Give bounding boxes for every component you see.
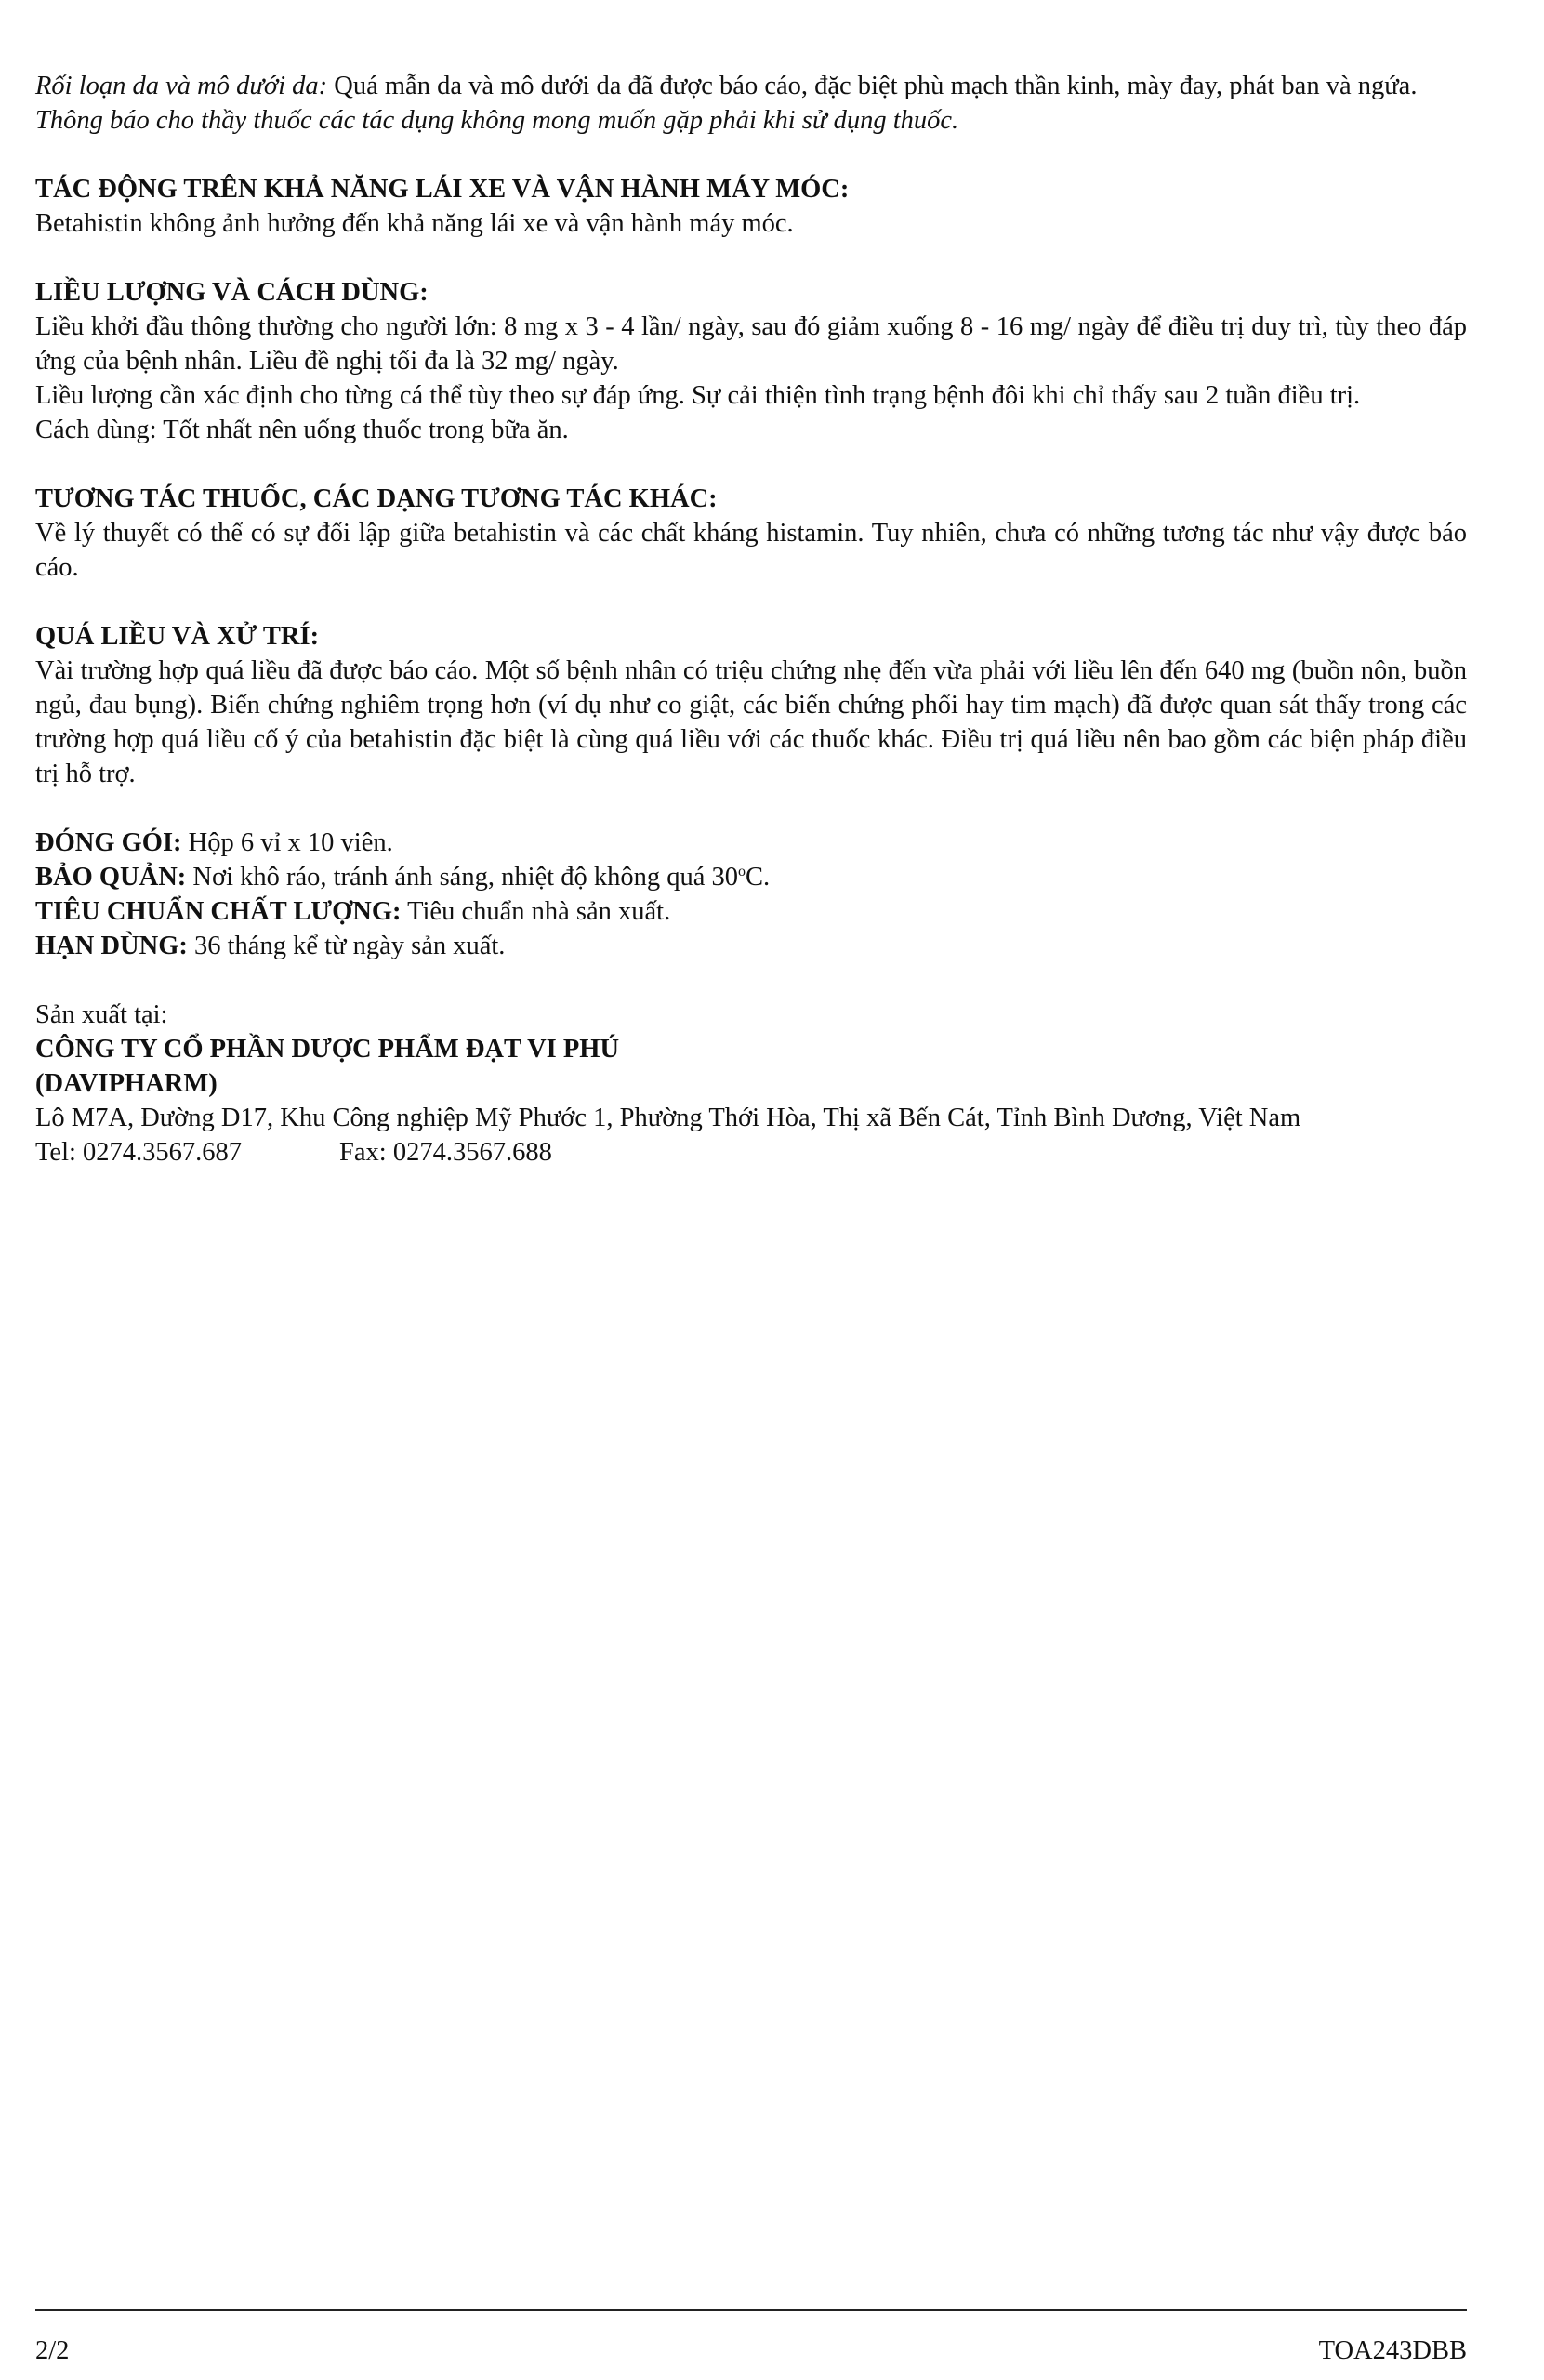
driving-section-text: Betahistin không ảnh hưởng đến khả năng lái xe và vận hành máy móc. [35,209,794,238]
manufacturer-name: CÔNG TY CỔ PHẦN DƯỢC PHẨM ĐẠT VI PHÚ [35,1035,620,1064]
driving-section-title: TÁC ĐỘNG TRÊN KHẢ NĂNG LÁI XE VÀ VẬN HÀNH MÁY MÓC: [35,175,850,204]
footer-divider [35,2309,1467,2311]
overdose-section-text: Vài trường hợp quá liều đã được báo cáo. Một số bệnh nhân có triệu chứng nhẹ đến vừa phải với liều lên đến 640 mg (buồn nôn, buồn ngủ, đau bụng). Biến chứng nghiêm trọng hơn (ví dụ như co giật, các biến chứng phổi hay tim mạch) đã được quan sát thấy trong các trường hợp quá liều cố ý của betahistin đặc biệt là cùng quá liều với các thuốc khác. Điều trị quá liều nên bao gồm các biện pháp điều trị hỗ trợ. [35,656,1467,788]
manufacturer-fax: Fax: 0274.3567.688 [339,1138,552,1167]
contact-line [35,1135,1467,1170]
dosage-paragraph-2: Liều lượng cần xác định cho từng cá thể tùy theo sự đáp ứng. Sự cải thiện tình trạng bệnh đôi khi chỉ thấy sau 2 tuần điều trị. [35,381,1361,410]
dosage-paragraph-1: Liều khởi đầu thông thường cho người lớn: 8 mg x 3 - 4 lần/ ngày, sau đó giảm xuống 8 - 16 mg/ ngày để điều trị duy trì, tùy theo đáp ứng của bệnh nhân. Liều đề nghị tối đa là 32 mg/ ngày. [35,312,1467,376]
packaging-label: ĐÓNG GÓI: [35,828,182,857]
storage-unit: C. [745,863,771,892]
skin-disorders-paragraph [35,69,1467,103]
expiry-line [35,929,1467,963]
storage-label: BẢO QUẢN: [35,863,187,892]
manufacturer-intro: Sản xuất tại: [35,1000,168,1029]
interactions-section-text: Về lý thuyết có thể có sự đối lập giữa betahistin và các chất kháng histamin. Tuy nhiên, chưa có những tương tác như vậy được báo cáo. [35,519,1467,582]
manufacturer-tel: Tel: 0274.3567.687 [35,1138,243,1167]
storage-text: Nơi khô ráo, tránh ánh sáng, nhiệt độ không quá 30 [186,863,738,892]
manufacturer-short-name: (DAVIPHARM) [35,1069,218,1098]
quality-standard-text: Tiêu chuẩn nhà sản xuất. [401,897,671,926]
packaging-text: Hộp 6 vỉ x 10 viên. [181,828,393,857]
manufacturer-address: Lô M7A, Đường D17, Khu Công nghiệp Mỹ Phước 1, Phường Thới Hòa, Thị xã Bến Cát, Tỉnh Bình Dương, Việt Nam [35,1104,1301,1132]
adverse-effects-note: Thông báo cho thầy thuốc các tác dụng không mong muốn gặp phải khi sử dụng thuốc. [35,106,959,135]
storage-line [35,860,1467,894]
quality-standard-line [35,894,1467,929]
expiry-label: HẠN DÙNG: [35,932,188,960]
packaging-line [35,826,1467,860]
skin-disorders-text: Quá mẫn da và mô dưới da đã được báo cáo, đặc biệt phù mạch thần kinh, mày đay, phát ban và ngứa. [327,72,1418,100]
dosage-section-title: LIỀU LƯỢNG VÀ CÁCH DÙNG: [35,278,429,307]
skin-disorders-label: Rối loạn da và mô dưới da: [35,72,328,100]
expiry-text: 36 tháng kể từ ngày sản xuất. [187,932,506,960]
leaflet-content [35,69,1467,1170]
dosage-paragraph-3: Cách dùng: Tốt nhất nên uống thuốc trong bữa ăn. [35,416,569,444]
document-code: TOA243DBB [1318,2336,1467,2365]
page-number: 2/2 [35,2336,70,2365]
overdose-section-title: QUÁ LIỀU VÀ XỬ TRÍ: [35,622,320,651]
quality-standard-label: TIÊU CHUẨN CHẤT LƯỢNG: [35,897,402,926]
interactions-section-title: TƯƠNG TÁC THUỐC, CÁC DẠNG TƯƠNG TÁC KHÁC: [35,484,718,513]
degree-symbol: o [737,864,746,879]
